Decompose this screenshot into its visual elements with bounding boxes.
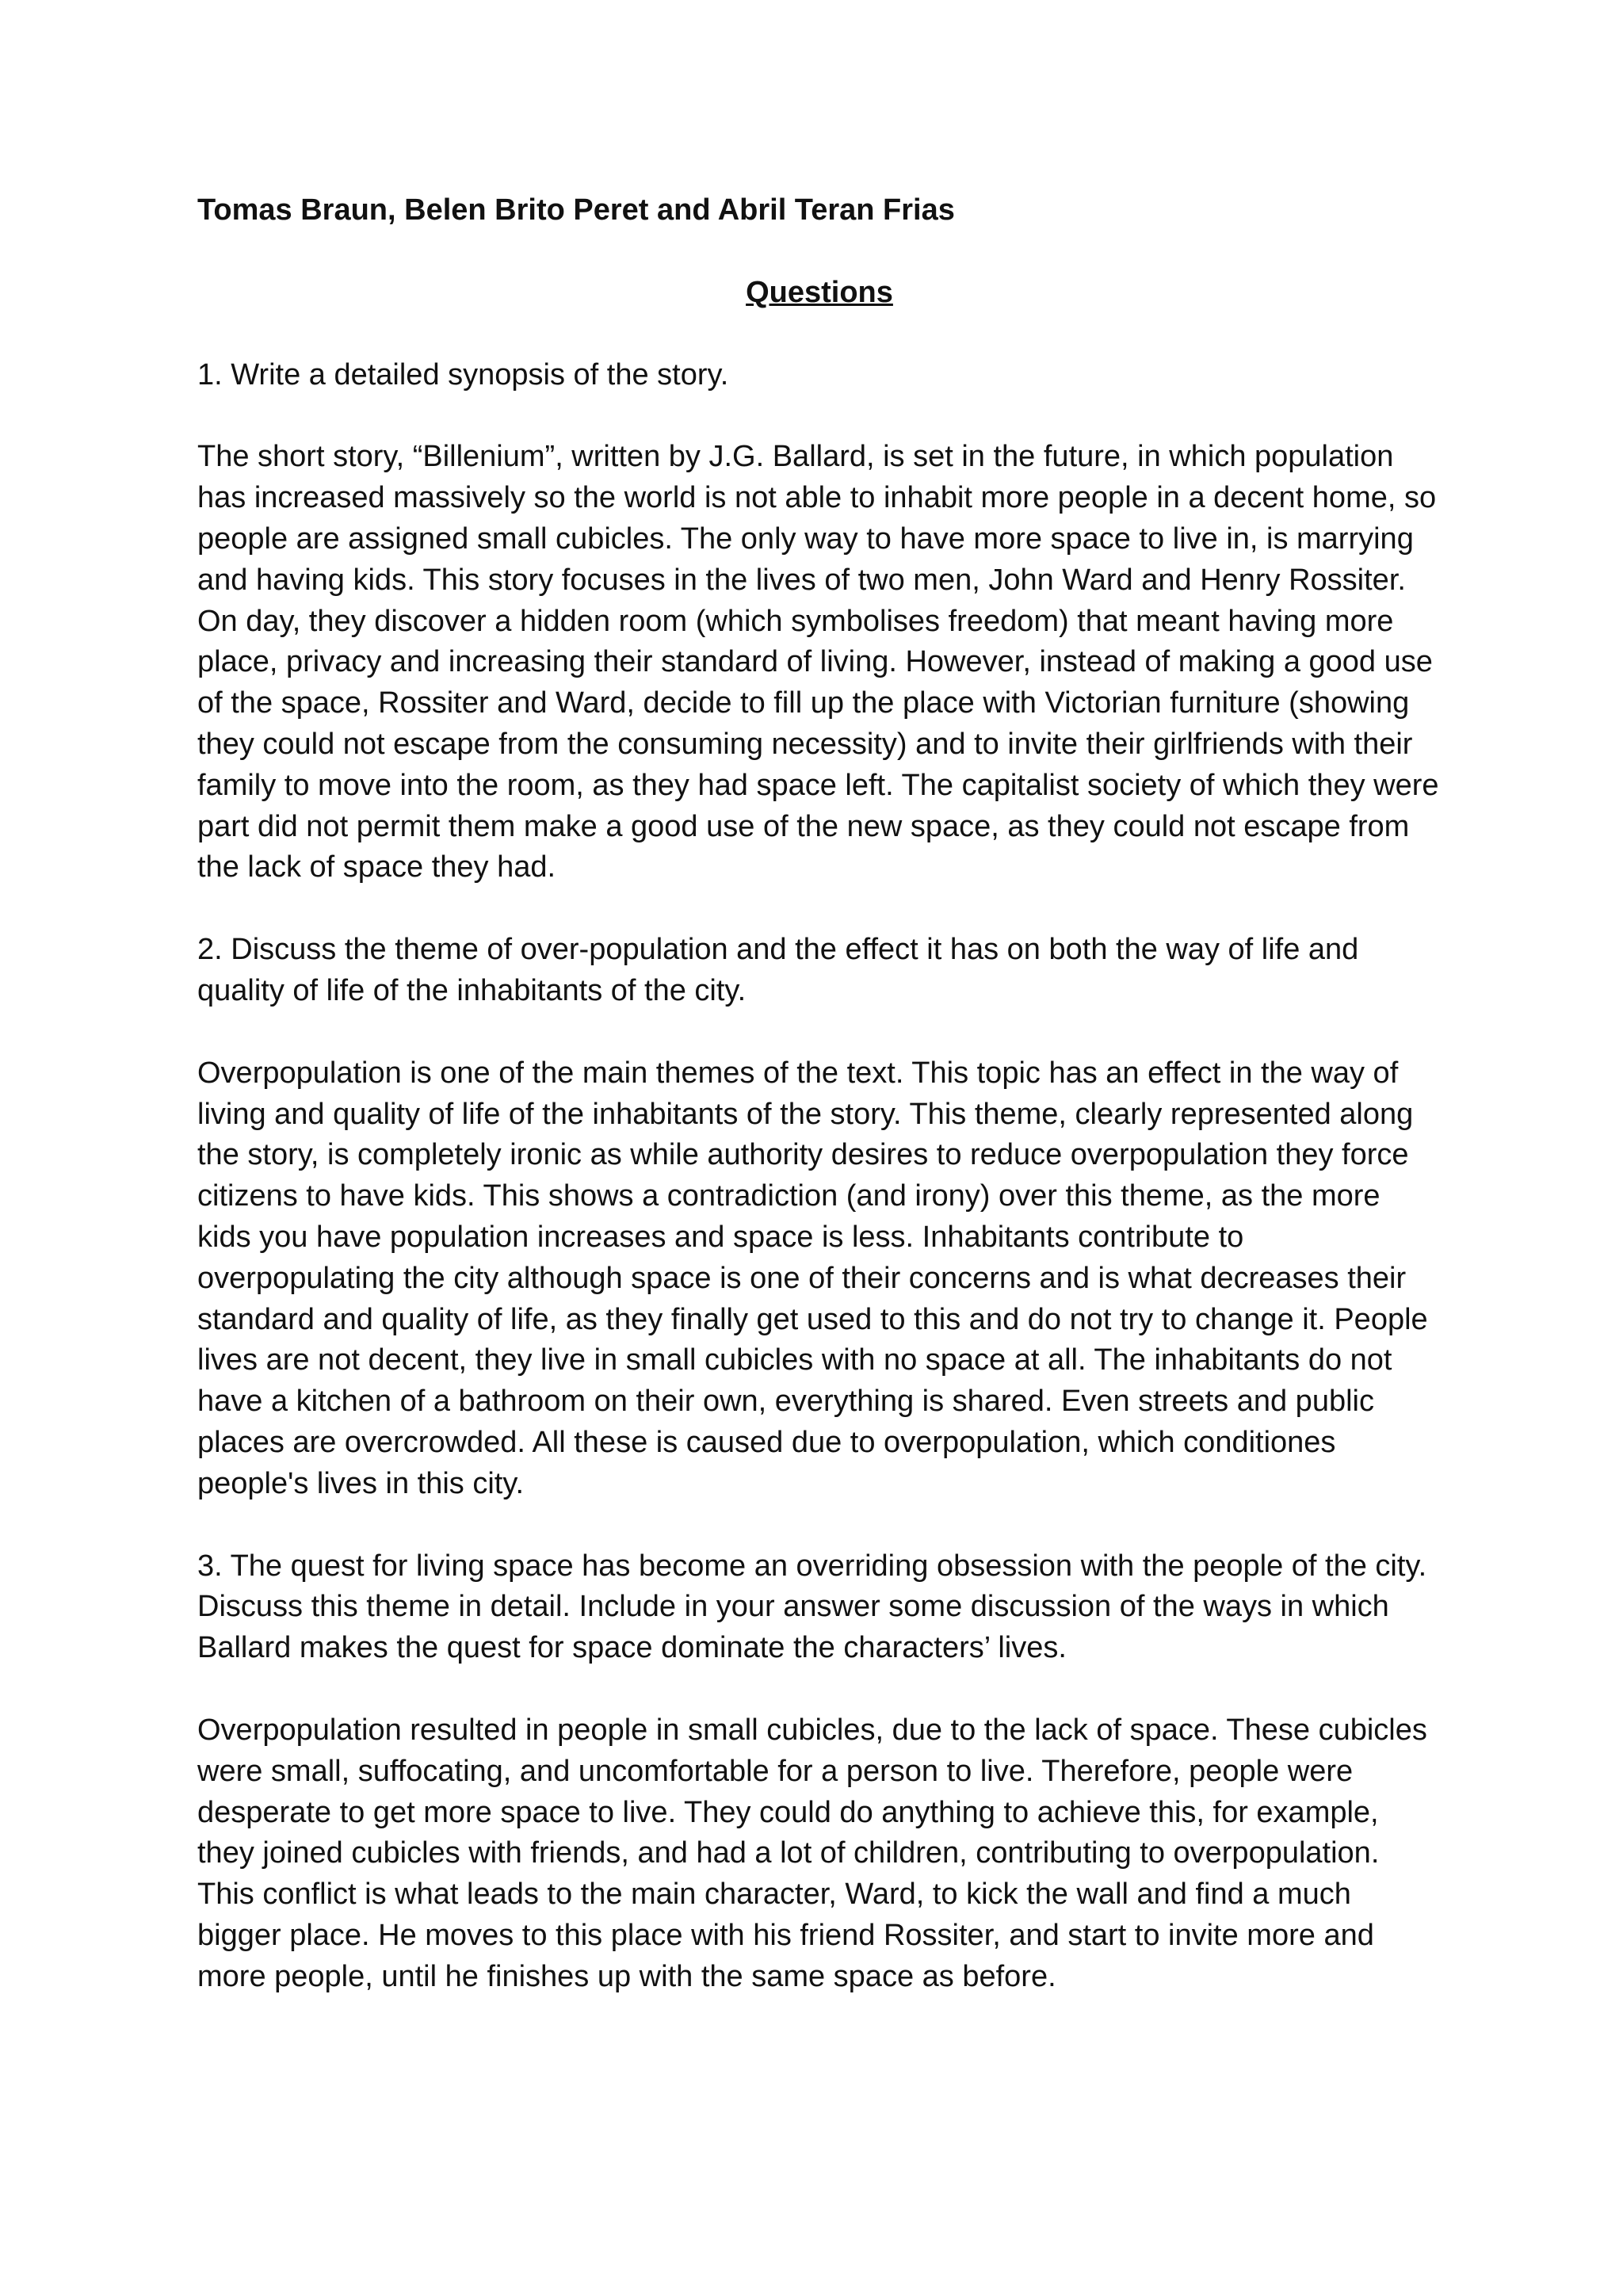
answer-2: Overpopulation is one of the main themes of the text. This topic has an effect in the way of living and quality of life of the inhabitants of the story. This theme, clearly represented along the story, is completely ironic as while authority desires to reduce overpopulation they force citizens to have kids. This shows a contradiction (and irony) over this theme, as the more kids you have population increases and space is less. Inhabitants contribute to overpopulating the city although space is one of their concerns and is what decreases their standard and quality of life, as they finally get used to this and do not try to change it. People lives are not decent, they live in small cubicles with no space at all. The inhabitants do not have a kitchen of a bathroom on their own, everything is shared. Even streets and public places are overcrowded. All these is caused due to overpopulation, which conditiones people's lives in this city. <box>197 1056 1428 1500</box>
question-2: 2. Discuss the theme of over-population and the effect it has on both the way of life and quality of life of the inhabitants of the city. <box>197 933 1359 1007</box>
question-1: 1. Write a detailed synopsis of the story. <box>197 357 729 392</box>
document-title: Questions <box>746 275 893 309</box>
answer-3: Overpopulation resulted in people in small cubicles, due to the lack of space. These cubicles were small, suffocating, and uncomfortable for a person to live. Therefore, people were desperate to get more space to live. They could do anything to achieve this, for example, they joined cubicles with friends, and had a lot of children, contributing to overpopulation. This conflict is what leads to the main character, Ward, to kick the wall and find a much bigger place. He moves to this place with his friend Rossiter, and start to invite more and more people, until he finishes up with the same space as before. <box>197 1713 1427 1993</box>
question-3: 3. The quest for living space has become an overriding obsession with the people of the city. Discuss this theme in detail. Include in your answer some discussion of the ways in which Ballard makes the quest for space dominate the characters’ lives. <box>197 1549 1427 1665</box>
authors-line: Tomas Braun, Belen Brito Peret and Abril Teran Frias <box>197 193 955 227</box>
answer-1: The short story, “Billenium”, written by J.G. Ballard, is set in the future, in which population has increased massively so the world is not able to inhabit more people in a decent home, so people are assigned small cubicles. The only way to have more space to live in, is marrying and having kids. This story focuses in the lives of two men, John Ward and Henry Rossiter. On day, they discover a hidden room (which symbolises freedom) that meant having more place, privacy and increasing their standard of living. However, instead of making a good use of the space, Rossiter and Ward, decide to fill up the place with Victorian furniture (showing they could not escape from the consuming necessity) and to invite their girlfriends with their family to move into the room, as they had space left. The capitalist society of which they were part did not permit them make a good use of the new space, as they could not escape from the lack of space they had. <box>197 440 1439 884</box>
document-page <box>197 190 1442 1997</box>
